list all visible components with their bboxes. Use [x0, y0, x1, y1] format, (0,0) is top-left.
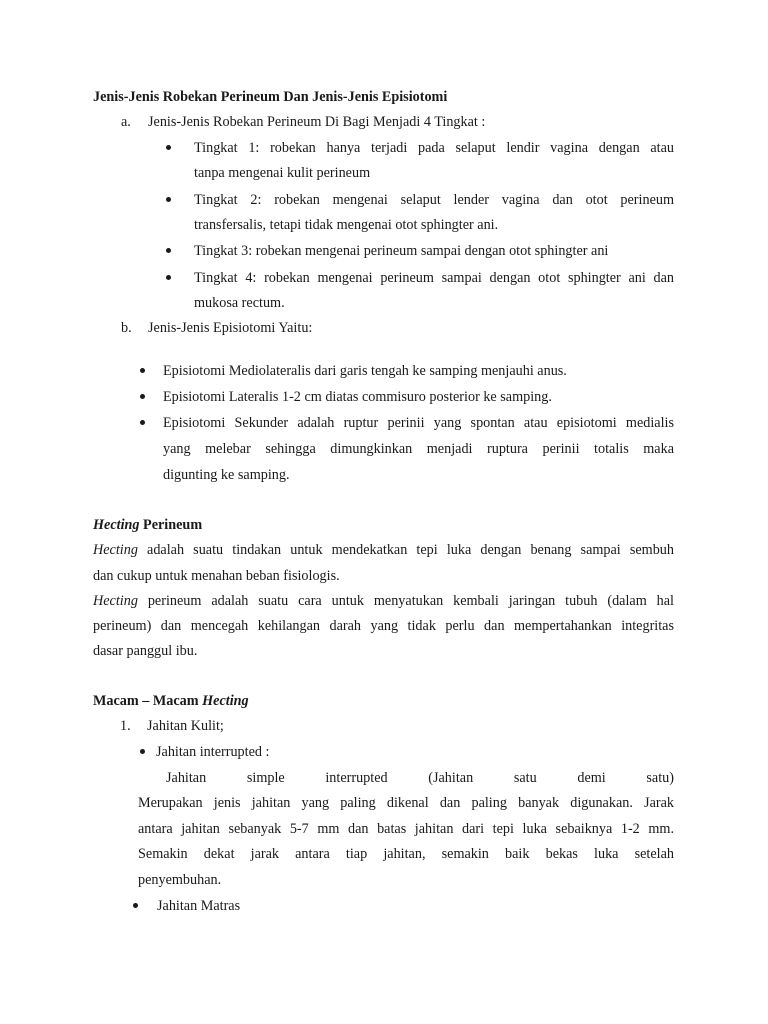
list-item-line: Jahitan interrupted : — [156, 744, 270, 760]
bullet-icon — [140, 420, 145, 425]
list-item-line: Episiotomi Sekunder adalah ruptur perinii yang spontan atau episiotomi medialis — [163, 415, 674, 431]
bullet-icon — [140, 368, 145, 373]
section-heading-hecting: Hecting Perineum — [93, 517, 203, 533]
list-item-line: Episiotomi Mediolateralis dari garis tengah ke samping menjauhi anus. — [163, 363, 567, 379]
list-item-line: Tingkat 4: robekan mengenai perineum sampai dengan otot sphingter ani dan — [194, 270, 674, 286]
paragraph-line: Jahitan simple interrupted (Jahitan satu demi satu) — [166, 770, 674, 786]
list-item-line: Tingkat 1: robekan hanya terjadi pada selaput lendir vagina dengan atau — [194, 140, 674, 156]
list-marker-b: b. — [121, 320, 132, 336]
list-item-line: Jahitan Matras — [157, 898, 241, 914]
bullet-icon — [133, 903, 138, 908]
paragraph-line: dan cukup untuk menahan beban fisiologis. — [93, 568, 340, 584]
paragraph-line: Merupakan jenis jahitan yang paling dikenal dan paling banyak digunakan. Jarak — [138, 795, 674, 811]
section-heading-macam: Macam – Macam Hecting — [93, 693, 249, 709]
list-item-line: transfersalis, tetapi tidak mengenai otot sphingter ani. — [194, 217, 499, 233]
paragraph-line: Hecting perineum adalah suatu cara untuk menyatukan kembali jaringan tubuh (dalam hal — [93, 593, 674, 609]
bullet-icon — [166, 248, 171, 253]
list-marker-1: 1. — [120, 718, 131, 734]
list-item-line: mukosa rectum. — [194, 295, 285, 311]
list-item-line: Episiotomi Lateralis 1-2 cm diatas commisuro posterior ke samping. — [163, 389, 552, 405]
paragraph-line: dasar panggul ibu. — [93, 643, 198, 659]
list-item-line: yang melebar sehingga dimungkinkan menjadi ruptura perinii totalis maka — [163, 441, 674, 457]
paragraph-line: Semakin dekat jarak antara tiap jahitan, semakin baik bekas luka setelah — [138, 846, 674, 862]
bullet-icon — [140, 749, 145, 754]
section-a-heading: Jenis-Jenis Robekan Perineum Di Bagi Menjadi 4 Tingkat : — [148, 114, 486, 130]
bullet-icon — [166, 275, 171, 280]
paragraph-line: Hecting adalah suatu tindakan untuk mendekatkan tepi luka dengan benang sampai sembuh — [93, 542, 674, 558]
bullet-icon — [140, 394, 145, 399]
paragraph-line: penyembuhan. — [138, 872, 222, 888]
paragraph-line: antara jahitan sebanyak 5-7 mm dan batas jahitan dari tepi luka sebaiknya 1-2 mm. — [138, 821, 674, 837]
list-item-jahitan-kulit: Jahitan Kulit; — [147, 718, 224, 734]
list-item-line: Tingkat 3: robekan mengenai perineum sampai dengan otot sphingter ani — [194, 243, 609, 259]
list-item-line: tanpa mengenai kulit perineum — [194, 165, 371, 181]
document-title: Jenis-Jenis Robekan Perineum Dan Jenis-Jenis Episiotomi — [93, 89, 448, 105]
bullet-icon — [166, 197, 171, 202]
list-item-line: Tingkat 2: robekan mengenai selaput lender vagina dan otot perineum — [194, 192, 674, 208]
list-item-line: digunting ke samping. — [163, 467, 290, 483]
paragraph-line: perineum) dan mencegah kehilangan darah yang tidak perlu dan mempertahankan integritas — [93, 618, 674, 634]
bullet-icon — [166, 145, 171, 150]
list-marker-a: a. — [121, 114, 131, 130]
section-b-heading: Jenis-Jenis Episiotomi Yaitu: — [148, 320, 313, 336]
